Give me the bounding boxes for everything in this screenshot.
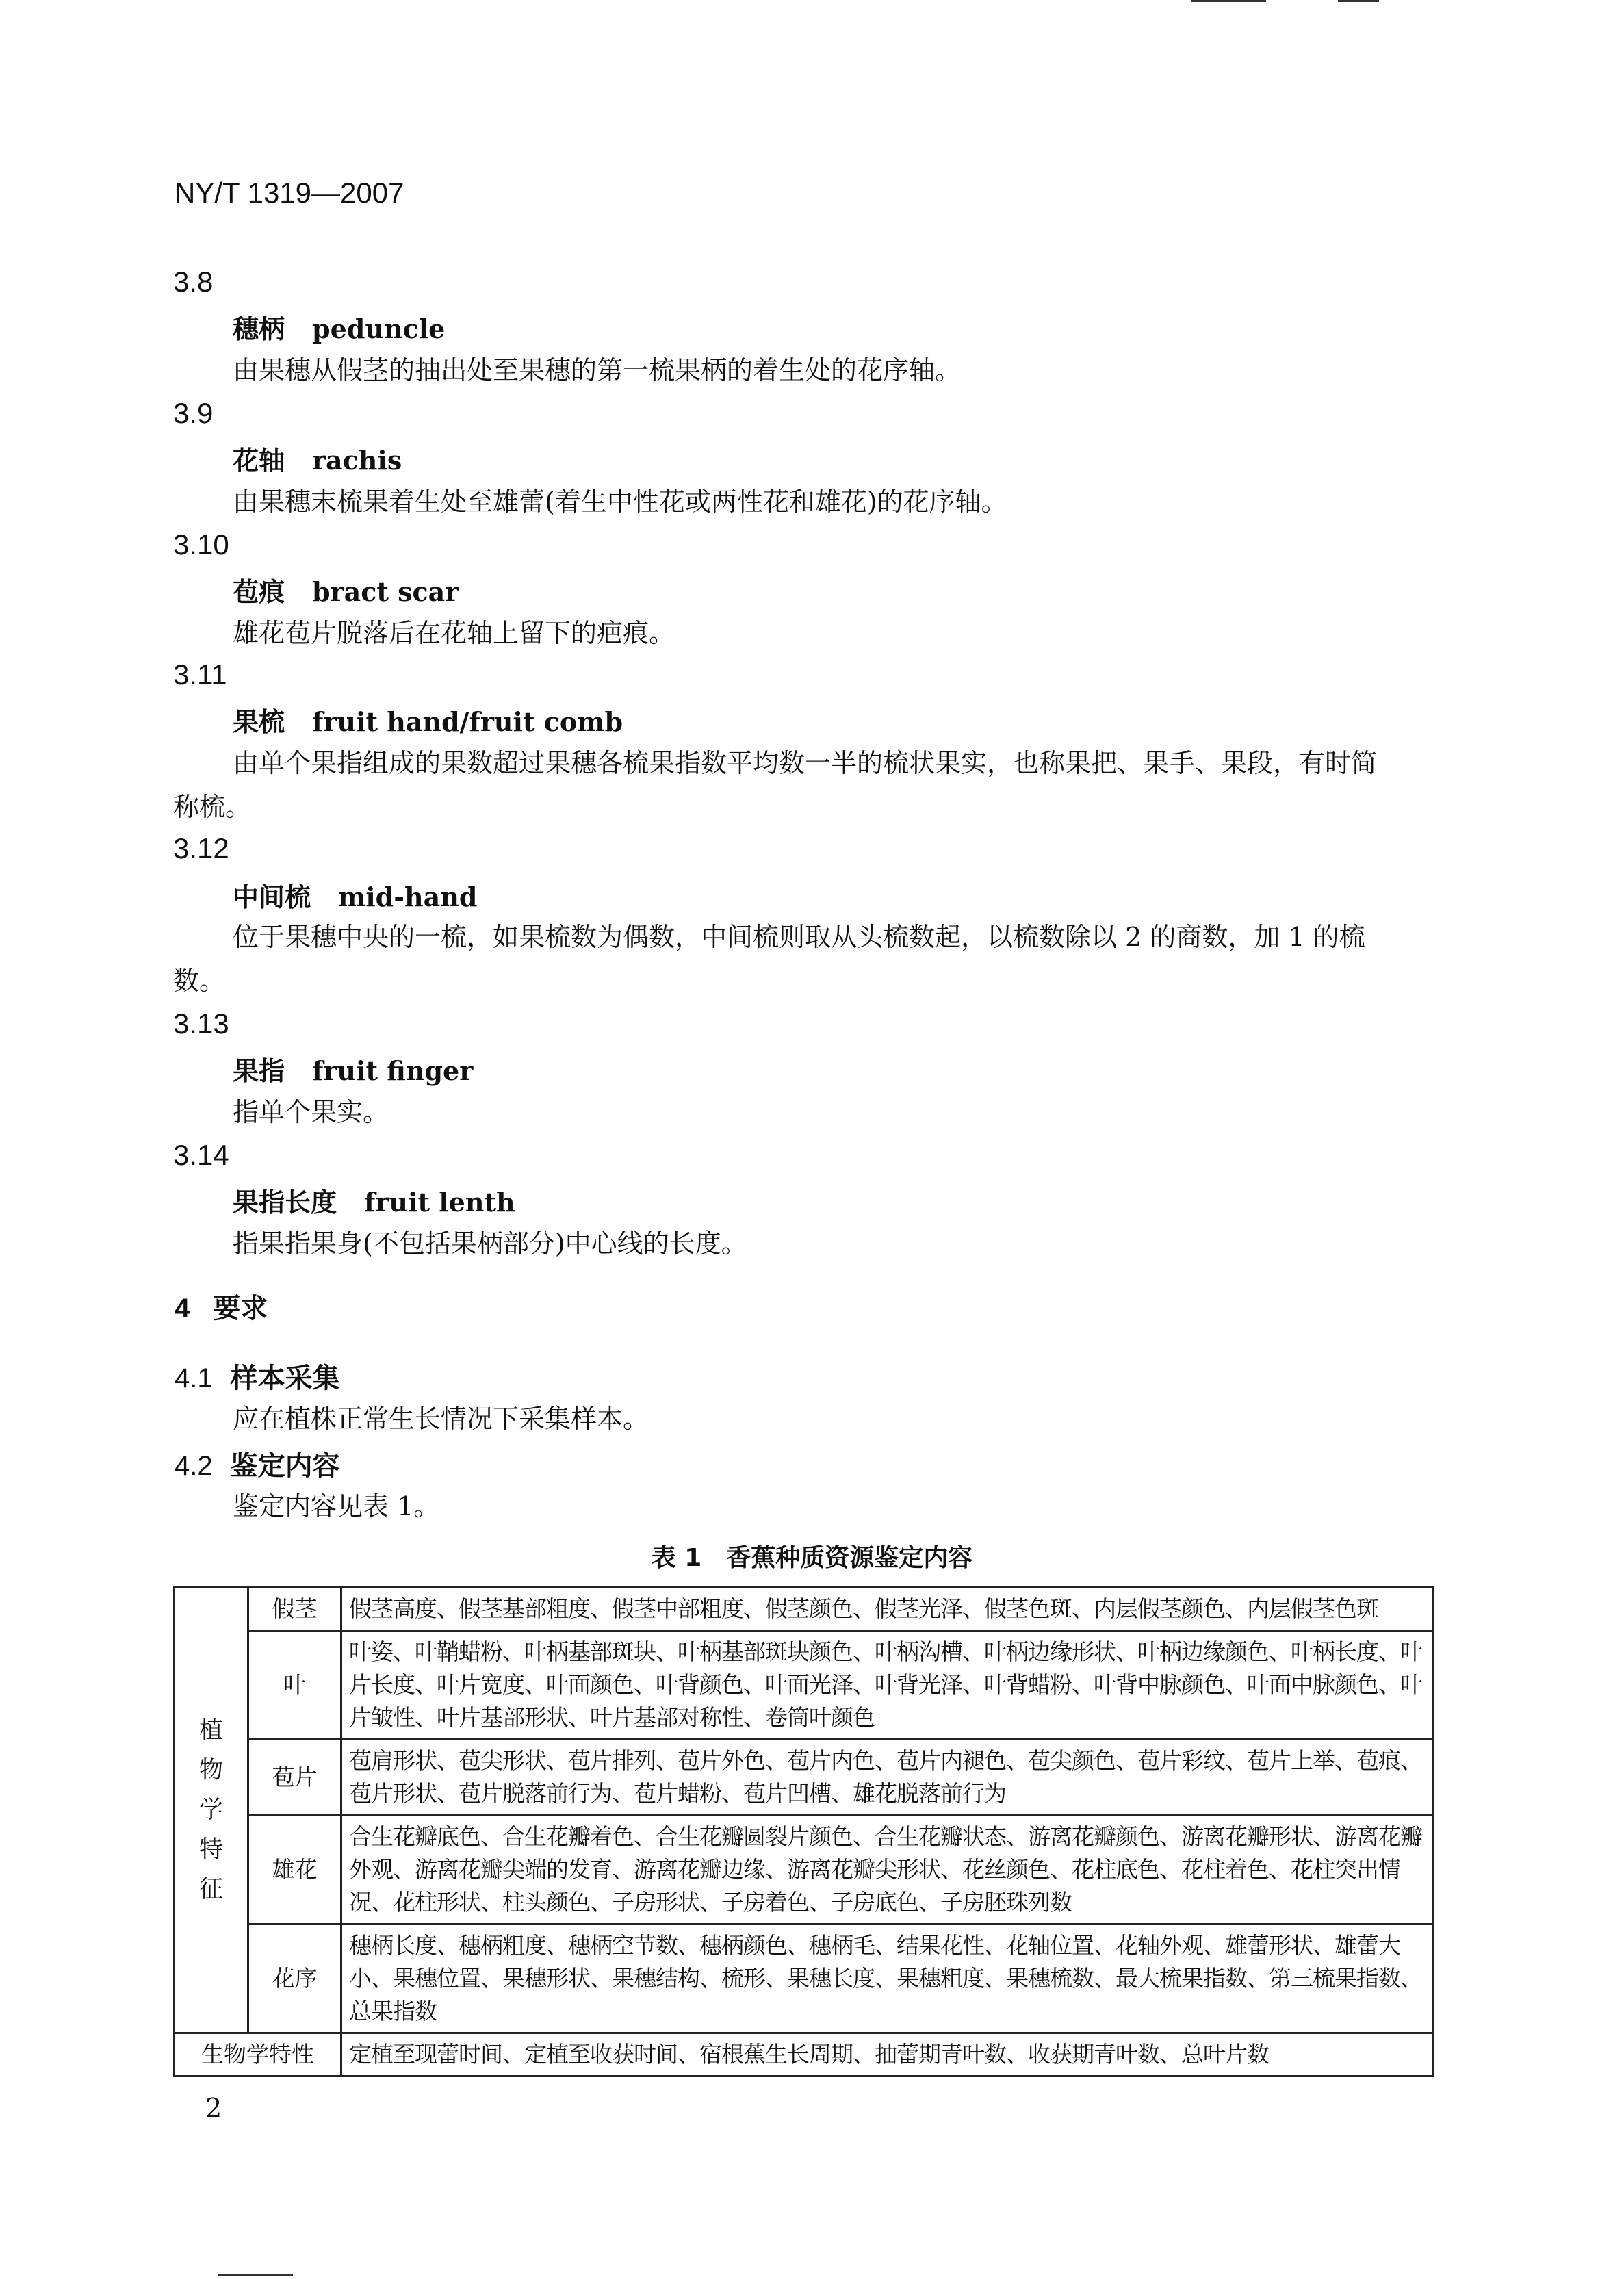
subgroup-cell: 雄花: [248, 1816, 341, 1924]
subsection-text: 鉴定内容见表 1。: [233, 1491, 440, 1521]
table-caption-number: 表 1: [651, 1544, 702, 1572]
term-title: [233, 439, 402, 477]
subgroup-cell: 假茎: [248, 1588, 341, 1631]
subsection-heading: [175, 1356, 340, 1395]
subsection-heading: [175, 1444, 340, 1483]
content-cell: 定植至现蕾时间、定植至收获时间、宿根蕉生长周期、抽蕾期青叶数、收获期青叶数、总叶片数: [341, 2033, 1434, 2076]
term-definition: 雄花苞片脱落后在花轴上留下的疤痕。: [233, 618, 675, 648]
term-zh: 果指长度: [233, 1187, 337, 1218]
term-zh: 果梳: [233, 706, 285, 737]
term-definition: 指单个果实。: [233, 1097, 389, 1127]
term-zh: 花轴: [233, 445, 285, 476]
subsection-title: 样本采集: [230, 1363, 340, 1394]
term-definition: 位于果穗中央的一梳，如果梳数为偶数，中间梳则取从头梳数起，以梳数除以 2 的商数，加 1 的梳: [233, 922, 1365, 952]
group-cell-botanical: [175, 1588, 248, 2033]
content-cell: 穗柄长度、穗柄粗度、穗柄空节数、穗柄颜色、穗柄毛、结果花性、花轴位置、花轴外观、雄蕾形状、雄蕾大小、果穗位置、果穗形状、果穗结构、梳形、果穗长度、果穗粗度、果穗梳数、最大梳果指数、第三梳果指数、总果指数: [341, 1924, 1434, 2033]
group-cell-biological: 生物学特性: [175, 2033, 341, 2076]
term-definition: 由单个果指组成的果数超过果穗各梳果指数平均数一半的梳状果实，也称果把、果手、果段，有时简: [233, 748, 1378, 778]
term-zh: 苞痕: [233, 576, 285, 607]
term-definition: 指果指果身(不包括果柄部分)中心线的长度。: [233, 1228, 747, 1259]
term-en: bract scar: [312, 576, 459, 607]
table-row: [175, 1924, 1434, 2033]
standard-code: NY/T 1319—2007: [175, 177, 404, 209]
subgroup-cell: 花序: [248, 1924, 341, 2033]
table-row: [175, 1740, 1434, 1816]
term-en: peduncle: [312, 313, 446, 344]
content-cell: 叶姿、叶鞘蜡粉、叶柄基部斑块、叶柄基部斑块颜色、叶柄沟槽、叶柄边缘形状、叶柄边缘颜色、叶柄长度、叶片长度、叶片宽度、叶面颜色、叶背颜色、叶面光泽、叶背光泽、叶背蜡粉、叶背中脉颜色、叶面中脉颜色、叶片皱性、叶片基部形状、叶片基部对称性、卷筒叶颜色: [341, 1631, 1434, 1740]
term-definition-continued: 数。: [173, 966, 226, 996]
table-row: [175, 1816, 1434, 1924]
top-rule-left: [1191, 0, 1266, 2]
table-row: [175, 1631, 1434, 1740]
group-char: 植: [198, 1717, 223, 1744]
term-number: 3.13: [173, 1007, 229, 1040]
table-caption: [0, 1538, 1624, 1573]
subgroup-cell: 叶: [248, 1631, 341, 1740]
table-caption-title: 香蕉种质资源鉴定内容: [726, 1544, 973, 1572]
section-title: 要求: [213, 1293, 268, 1324]
term-title: [233, 876, 477, 914]
term-title: [233, 308, 445, 346]
content-cell: 合生花瓣底色、合生花瓣着色、合生花瓣圆裂片颜色、合生花瓣状态、游离花瓣颜色、游离花瓣形状、游离花瓣外观、游离花瓣尖端的发育、游离花瓣边缘、游离花瓣尖形状、花丝颜色、花柱底色、花柱着色、花柱突出情况、花柱形状、柱头颜色、子房形状、子房着色、子房底色、子房胚珠列数: [341, 1816, 1434, 1924]
group-char: 学: [198, 1797, 223, 1824]
page-number: 2: [205, 2093, 222, 2123]
term-zh: 果指: [233, 1055, 285, 1086]
bottom-rule: [218, 2274, 293, 2276]
top-rule-right: [1338, 0, 1379, 2]
group-char: 特: [198, 1836, 223, 1864]
subsection-title: 鉴定内容: [230, 1450, 340, 1482]
identification-table: [173, 1586, 1434, 2077]
term-definition-continued: 称梳。: [173, 792, 252, 822]
term-title: [233, 1050, 473, 1087]
term-title: [233, 701, 623, 738]
term-en: rachis: [312, 445, 402, 476]
subsection-number: 4.2: [175, 1451, 213, 1481]
term-en: fruit hand/fruit comb: [312, 706, 623, 737]
term-en: mid-hand: [338, 881, 478, 912]
term-definition: 由果穗末梳果着生处至雄蕾(着生中性花或两性花和雄花)的花序轴。: [233, 487, 1007, 517]
group-char: 物: [198, 1757, 223, 1784]
term-en: fruit lenth: [364, 1187, 515, 1218]
term-number: 3.10: [173, 528, 229, 561]
term-number: 3.12: [173, 832, 229, 864]
term-title: [233, 1181, 515, 1219]
term-number: 3.8: [173, 266, 214, 298]
subgroup-cell: 苞片: [248, 1740, 341, 1816]
term-definition: 由果穗从假茎的抽出处至果穗的第一梳果柄的着生处的花序轴。: [233, 355, 962, 385]
term-en: fruit finger: [312, 1055, 474, 1086]
subsection-number: 4.1: [175, 1363, 213, 1393]
term-number: 3.9: [173, 397, 214, 429]
content-cell: 苞肩形状、苞尖形状、苞片排列、苞片外色、苞片内色、苞片内褪色、苞尖颜色、苞片彩纹、苞片上举、苞痕、苞片形状、苞片脱落前行为、苞片蜡粉、苞片凹槽、雄花脱落前行为: [341, 1740, 1434, 1816]
content-cell: 假茎高度、假茎基部粗度、假茎中部粗度、假茎颜色、假茎光泽、假茎色斑、内层假茎颜色、内层假茎色斑: [341, 1588, 1434, 1631]
table-row: [175, 1588, 1434, 1631]
section-number: 4: [175, 1293, 190, 1324]
term-number: 3.11: [173, 658, 227, 691]
term-title: [233, 571, 459, 608]
group-char: 征: [198, 1876, 223, 1903]
term-number: 3.14: [173, 1139, 229, 1171]
term-zh: 穗柄: [233, 313, 285, 344]
subsection-text: 应在植株正常生长情况下采集样本。: [233, 1404, 649, 1434]
section-heading: [175, 1287, 268, 1326]
table-row: [175, 2033, 1434, 2076]
term-zh: 中间梳: [233, 881, 311, 912]
